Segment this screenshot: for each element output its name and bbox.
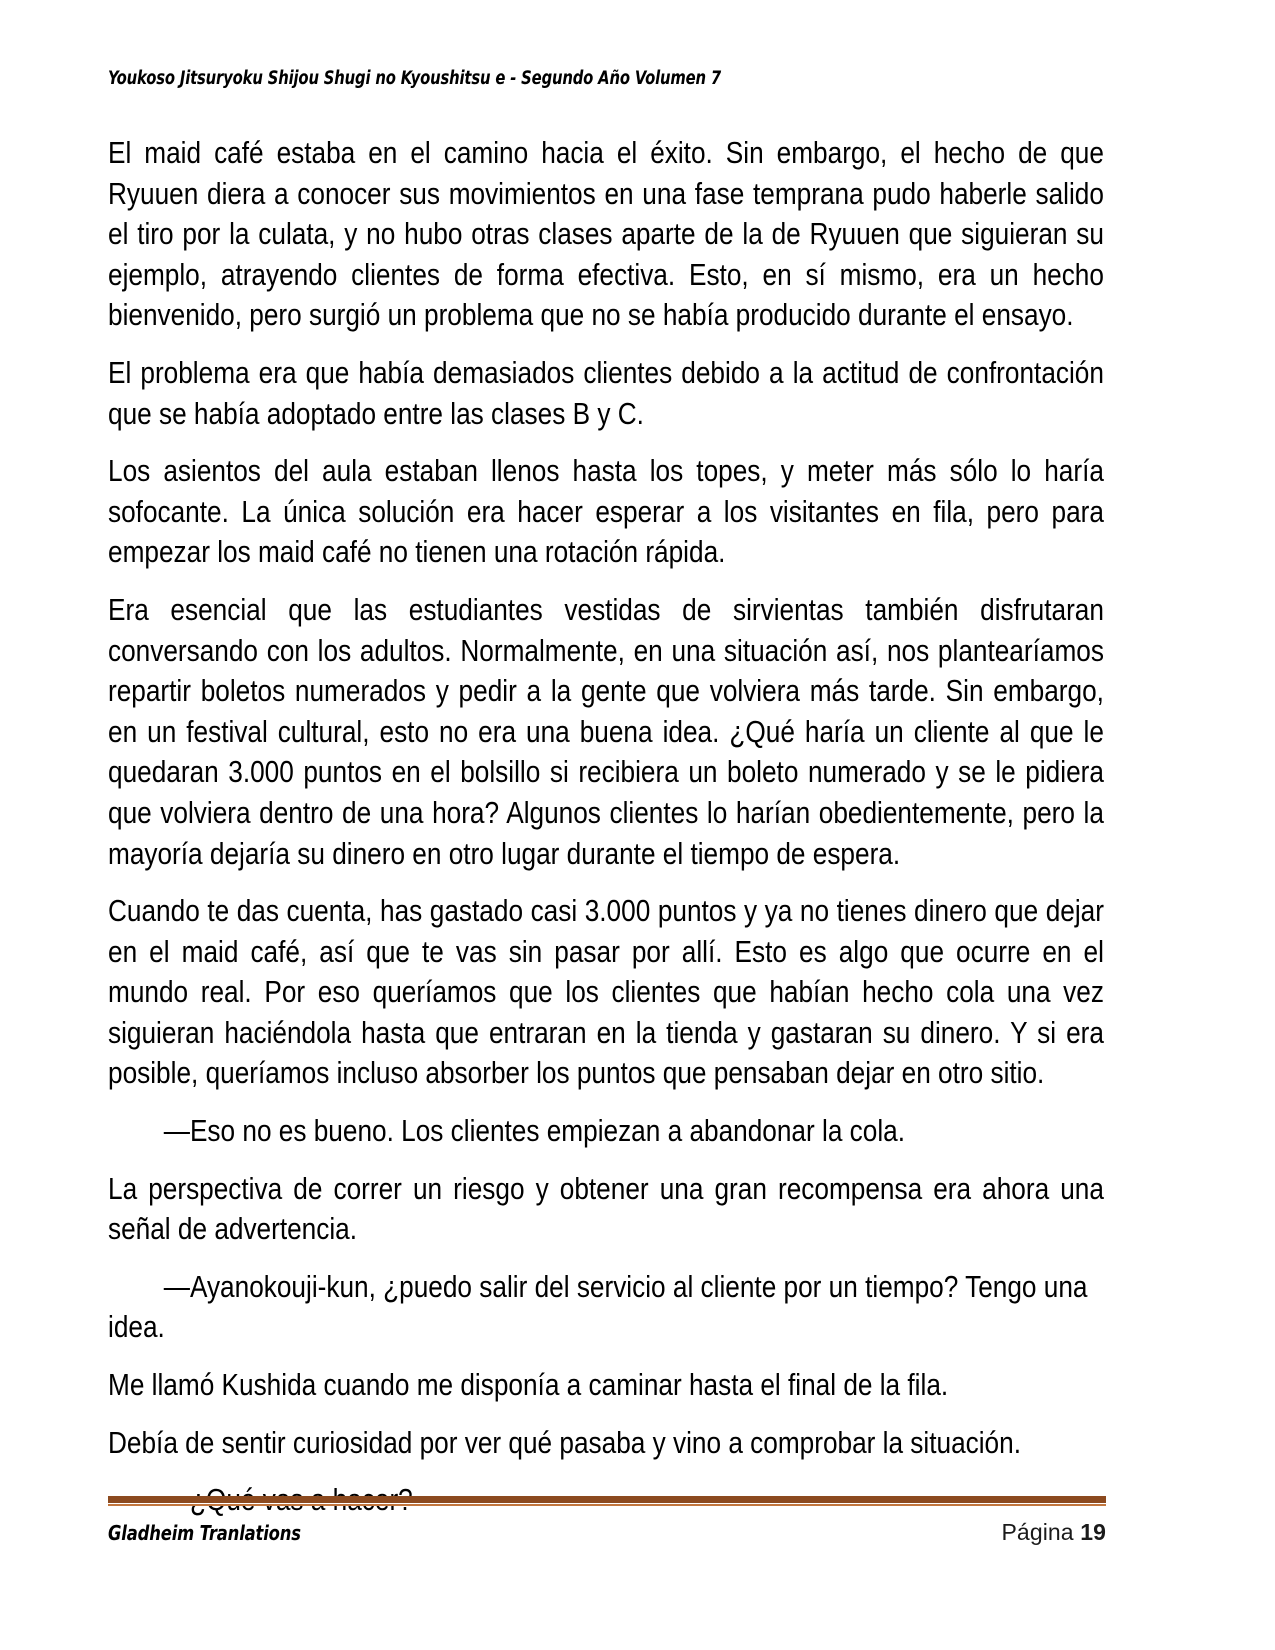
paragraph: La perspectiva de correr un riesgo y obtener una gran recompensa era ahora una señal de advertencia. bbox=[108, 1170, 1104, 1247]
paragraph: Me llamó Kushida cuando me disponía a caminar hasta el final de la fila. bbox=[108, 1367, 949, 1403]
paragraph: Debía de sentir curiosidad por ver qué pasaba y vino a comprobar la situación. bbox=[108, 1424, 1021, 1460]
page-header bbox=[108, 68, 1108, 98]
page-number-block bbox=[1001, 1519, 1106, 1546]
body-text-block bbox=[108, 133, 1106, 1521]
page-footer bbox=[108, 1496, 1106, 1546]
paragraph: Los asientos del aula estaban llenos hasta los topes, y meter más sólo lo haría sofocante. La única solución era hacer esperar a los visitantes en fila, pero para empezar los maid café no tienen una rotación rápida. bbox=[108, 453, 1104, 570]
footer-content bbox=[108, 1519, 1106, 1546]
header-title: Youkoso Jitsuryoku Shijou Shugi no Kyoushitsu e - Segundo Año Volumen 7 bbox=[108, 68, 722, 89]
dialogue-line: —Eso no es bueno. Los clientes empiezan a abandonar la cola. bbox=[163, 1113, 906, 1149]
paragraph: El maid café estaba en el camino hacia el éxito. Sin embargo, el hecho de que Ryuuen diera a conocer sus movimientos en una fase temprana pudo haberle salido el tiro por la culata, y no hubo otras clases aparte de la de Ryuuen que siguieran su ejemplo, atrayendo clientes de forma efectiva. Esto, en sí mismo, era un hecho bienvenido, pero surgió un problema que no se había producido durante el ensayo. bbox=[108, 135, 1104, 333]
page-number-label: Página bbox=[1001, 1519, 1074, 1545]
footer-divider bbox=[108, 1496, 1106, 1506]
dialogue-line: —Ayanokouji-kun, ¿puedo salir del servicio al cliente por un tiempo? Tengo una idea. bbox=[108, 1268, 1088, 1345]
paragraph: El problema era que había demasiados clientes debido a la actitud de confrontación que se había adoptado entre las clases B y C. bbox=[108, 354, 1104, 431]
page-number-value: 19 bbox=[1080, 1519, 1106, 1545]
paragraph: Cuando te das cuenta, has gastado casi 3.000 puntos y ya no tienes dinero que dejar en el maid café, así que te vas sin pasar por allí. Esto es algo que ocurre en el mundo real. Por eso queríamos que los clientes que habían hecho cola una vez siguieran haciéndola hasta que entraran en la tienda y gastaran su dinero. Y si era posible, queríamos incluso absorber los puntos que pensaban dejar en otro sitio. bbox=[108, 893, 1104, 1091]
paragraph: Era esencial que las estudiantes vestidas de sirvientas también disfrutaran conversando con los adultos. Normalmente, en una situación así, nos plantearíamos repartir boletos numerados y pedir a la gente que volviera más tarde. Sin embargo, en un festival cultural, esto no era una buena idea. ¿Qué haría un cliente al que le quedaran 3.000 puntos en el bolsillo si recibiera un boleto numerado y se le pidiera que volviera dentro de una hora? Algunos clientes lo harían obedientemente, pero la mayoría dejaría su dinero en otro lugar durante el tiempo de espera. bbox=[108, 591, 1104, 871]
footer-credit: Gladheim Tranlations bbox=[108, 1521, 301, 1545]
